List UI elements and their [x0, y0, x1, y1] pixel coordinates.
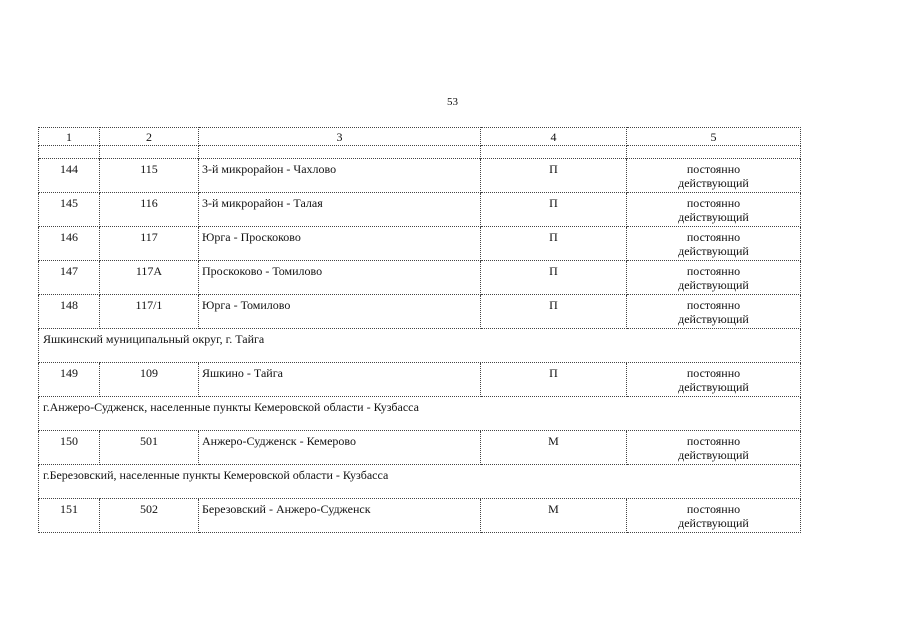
- cell-number: 147: [39, 261, 100, 295]
- cell-status: [627, 193, 801, 227]
- cell-route-type: М: [481, 431, 627, 465]
- status-text: действующий: [678, 448, 749, 462]
- table-row: [39, 261, 801, 295]
- table-row: [39, 431, 801, 465]
- table-row: [39, 227, 801, 261]
- cell-number: 149: [39, 363, 100, 397]
- status-text: действующий: [678, 244, 749, 258]
- cell-route-type: М: [481, 499, 627, 533]
- cell-route-type: П: [481, 295, 627, 329]
- status-text: действующий: [678, 516, 749, 530]
- cell-route-name: Проскоково - Томилово: [199, 261, 481, 295]
- cell-number: 148: [39, 295, 100, 329]
- cell-route-number: 502: [100, 499, 199, 533]
- cell-route-name: 3-й микрорайон - Чахлово: [199, 159, 481, 193]
- status-text: постоянно: [686, 434, 741, 448]
- cell-number: 144: [39, 159, 100, 193]
- cell-route-number: 117А: [100, 261, 199, 295]
- status-text: постоянно: [686, 230, 741, 244]
- cell-route-number: 116: [100, 193, 199, 227]
- table-row: [39, 193, 801, 227]
- cell-status: [627, 261, 801, 295]
- column-header-3: 3: [199, 128, 481, 146]
- cell-number: 146: [39, 227, 100, 261]
- section-title: г.Березовский, населенные пункты Кемеровской области - Кузбасса: [39, 465, 801, 499]
- cell-status: [627, 227, 801, 261]
- cell-number: 145: [39, 193, 100, 227]
- cell-route-type: П: [481, 193, 627, 227]
- cell-route-name: Яшкино - Тайга: [199, 363, 481, 397]
- status-text: действующий: [678, 210, 749, 224]
- cell-route-type: П: [481, 261, 627, 295]
- table-header-row: [39, 128, 801, 146]
- cell-route-type: П: [481, 227, 627, 261]
- cell-route-name: Анжеро-Судженск - Кемерово: [199, 431, 481, 465]
- header-spacer-row: [39, 146, 801, 159]
- status-text: действующий: [678, 312, 749, 326]
- status-text: постоянно: [686, 162, 741, 176]
- section-title: Яшкинский муниципальный округ, г. Тайга: [39, 329, 801, 363]
- cell-route-type: П: [481, 363, 627, 397]
- cell-number: 150: [39, 431, 100, 465]
- column-header-1: 1: [39, 128, 100, 146]
- cell-route-name: 3-й микрорайон - Талая: [199, 193, 481, 227]
- section-header-row: [39, 397, 801, 431]
- table-row: [39, 159, 801, 193]
- table-row: [39, 295, 801, 329]
- cell-status: [627, 499, 801, 533]
- cell-route-number: 501: [100, 431, 199, 465]
- cell-route-type: П: [481, 159, 627, 193]
- cell-route-name: Березовский - Анжеро-Судженск: [199, 499, 481, 533]
- cell-route-number: 115: [100, 159, 199, 193]
- table-row: [39, 363, 801, 397]
- section-header-row: [39, 465, 801, 499]
- routes-table: [38, 127, 801, 533]
- table-row: [39, 499, 801, 533]
- cell-status: [627, 159, 801, 193]
- status-text: постоянно: [686, 366, 741, 380]
- section-title: г.Анжеро-Судженск, населенные пункты Кемеровской области - Кузбасса: [39, 397, 801, 431]
- cell-route-name: Юрга - Томилово: [199, 295, 481, 329]
- cell-status: [627, 431, 801, 465]
- page-number: 53: [447, 96, 458, 108]
- column-header-2: 2: [100, 128, 199, 146]
- cell-route-name: Юрга - Проскоково: [199, 227, 481, 261]
- section-header-row: [39, 329, 801, 363]
- cell-route-number: 117/1: [100, 295, 199, 329]
- status-text: действующий: [678, 278, 749, 292]
- status-text: постоянно: [686, 264, 741, 278]
- cell-status: [627, 295, 801, 329]
- cell-status: [627, 363, 801, 397]
- status-text: постоянно: [686, 502, 741, 516]
- cell-route-number: 109: [100, 363, 199, 397]
- status-text: действующий: [678, 176, 749, 190]
- column-header-4: 4: [481, 128, 627, 146]
- status-text: постоянно: [686, 298, 741, 312]
- status-text: действующий: [678, 380, 749, 394]
- cell-number: 151: [39, 499, 100, 533]
- cell-route-number: 117: [100, 227, 199, 261]
- status-text: постоянно: [686, 196, 741, 210]
- column-header-5: 5: [627, 128, 801, 146]
